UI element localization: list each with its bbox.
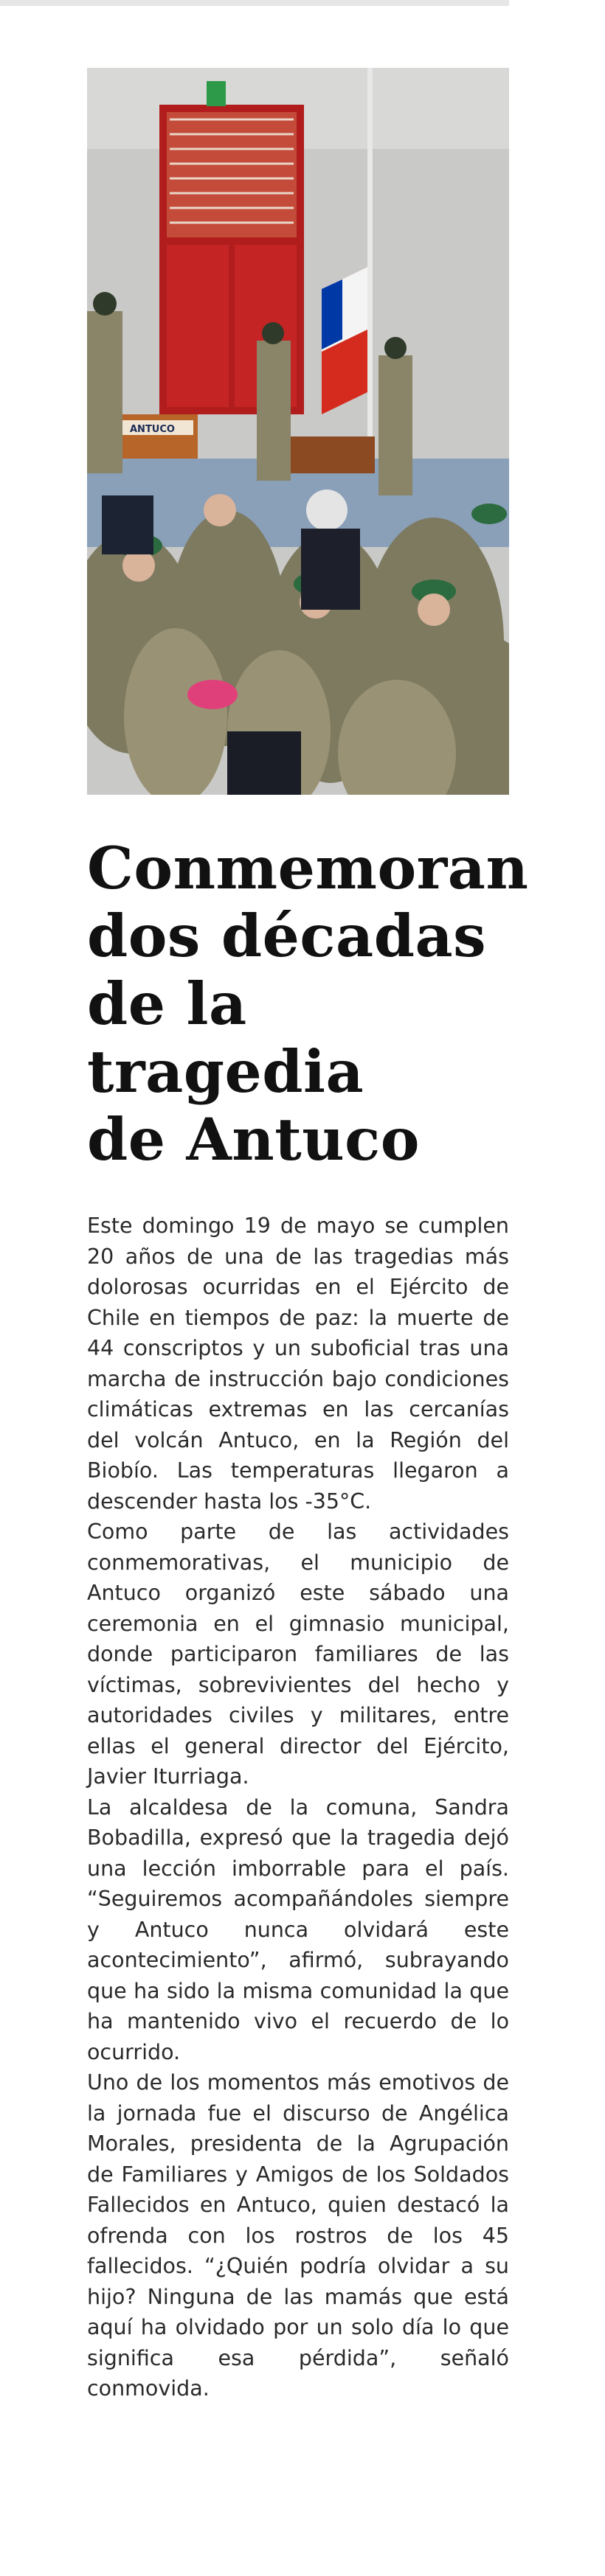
body-paragraph: Este domingo 19 de mayo se cumplen 20 años de una de las tragedias más dolorosas ocurridas en el Ejército de Chile en tiempos de paz: la muerte de 44 conscriptos y un suboficial tras una marcha de instrucción bajo condiciones climáticas extremas en las cercanías del volcán Antuco, en la Región del Biobío. Las temperaturas llegaron a descender hasta los -35°C. xyxy=(87,1214,509,1514)
headline-line: de la xyxy=(87,970,247,1038)
body-paragraph: Uno de los momentos más emotivos de la jornada fue el discurso de Angélica Morales, presidenta de la Agrupación de Familiares y Amigos de los Soldados Fallecidos en Antuco, quien destacó la ofrenda con los rostros de los 45 fallecidos. “¿Quién podría olvidar a su hijo? Ninguna de las mamás que está aquí ha olvidado por un solo día lo que significa esa pérdida”, señaló conmovida. xyxy=(87,2070,509,2401)
headline-line: tragedia xyxy=(87,1037,364,1106)
top-divider xyxy=(0,0,509,6)
headline-line: de Antuco xyxy=(87,1105,420,1174)
headline-line: dos décadas xyxy=(87,902,487,970)
article-photo xyxy=(87,68,509,795)
body-paragraph: La alcaldesa de la comuna, Sandra Bobadilla, expresó que la tragedia dejó una lección imborrable para el país. “Seguiremos acompañándoles siempre y Antuco nunca olvidará este acontecimiento”, afirmó, subrayando que ha sido la misma comunidad la que ha mantenido vivo el recuerdo de lo ocurrido. xyxy=(87,1795,509,2064)
podium-sign-text: ANTUCO xyxy=(130,424,175,435)
headline-line: Conmemoran xyxy=(87,834,529,902)
article-headline xyxy=(87,835,530,1174)
body-paragraph: Como parte de las actividades conmemorativas, el municipio de Antuco organizó este sábado una ceremonia en el gimnasio municipal, donde participaron familiares de las víctimas, sobrevivientes del hecho y autoridades civiles y militares, entre ellas el general director del Ejército, Javier Iturriaga. xyxy=(87,1520,509,1789)
article-body xyxy=(87,1211,509,2404)
